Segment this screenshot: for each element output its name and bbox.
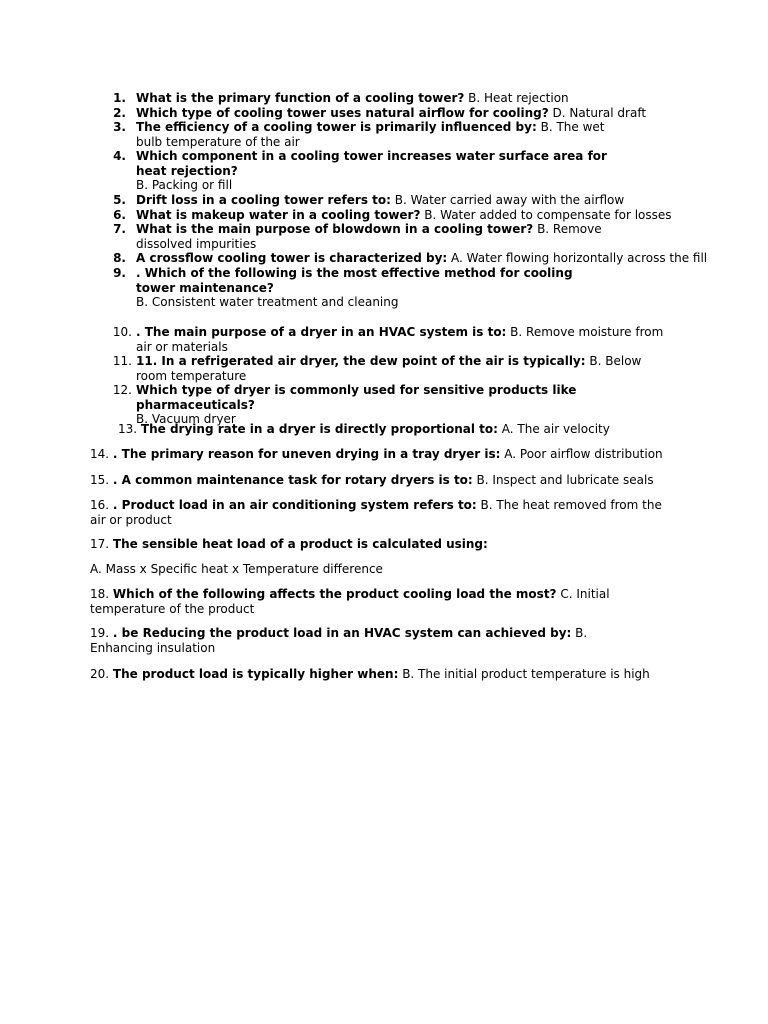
question-text: The efficiency of a cooling tower is primarily influenced by: bbox=[136, 120, 537, 134]
item-number: 1. bbox=[113, 91, 126, 105]
list-item bbox=[90, 626, 650, 655]
question-text: Which type of dryer is commonly used for sensitive products like pharmaceuticals? bbox=[136, 383, 577, 412]
item-number: 6. bbox=[113, 208, 126, 222]
question-text: . A common maintenance task for rotary dryers is to: bbox=[112, 473, 473, 487]
answer-text: B. Remove dissolved impurities bbox=[136, 222, 602, 251]
question-text: Which of the following affects the product cooling load the most? bbox=[112, 587, 557, 601]
question-text: . The main purpose of a dryer in an HVAC system is to: bbox=[136, 325, 507, 339]
item-number: 11. bbox=[112, 354, 132, 368]
list-item bbox=[90, 473, 654, 488]
item-number: 2. bbox=[113, 106, 126, 120]
question-text: What is the main purpose of blowdown in a cooling tower? bbox=[136, 222, 534, 236]
list-item bbox=[90, 537, 488, 552]
answer-text: B. Water added to compensate for losses bbox=[420, 208, 672, 222]
item-number: 3. bbox=[113, 120, 126, 134]
answer-line bbox=[90, 562, 383, 577]
item-number: 5. bbox=[113, 193, 126, 207]
answer-text: B. Enhancing insulation bbox=[90, 626, 588, 655]
item-number: 19. bbox=[90, 626, 110, 640]
question-text: . Which of the following is the most effective method for cooling tower maintenance? bbox=[136, 266, 573, 295]
answer-text: A. Poor airflow distribution bbox=[500, 447, 663, 461]
item-number: 10. bbox=[112, 325, 132, 339]
answer-text: B. Inspect and lubricate seals bbox=[472, 473, 654, 487]
item-number: 16. bbox=[90, 498, 110, 512]
answer-text: B. Heat rejection bbox=[464, 91, 569, 105]
list-item bbox=[90, 587, 680, 616]
answer-text: B. Vacuum dryer bbox=[136, 412, 236, 426]
answer-text: A. The air velocity bbox=[497, 422, 610, 436]
item-number: 13. bbox=[118, 422, 138, 436]
question-text: . be Reducing the product load in an HVAC system can achieved by: bbox=[112, 626, 572, 640]
answer-text: B. Packing or fill bbox=[136, 178, 233, 192]
item-number: 12. bbox=[112, 383, 132, 397]
answer-text: B. The heat removed from the air or product bbox=[90, 498, 662, 527]
list-item bbox=[90, 498, 680, 527]
answer-text: A. Mass x Specific heat x Temperature difference bbox=[90, 562, 383, 576]
question-text: The sensible heat load of a product is calculated using: bbox=[112, 537, 488, 551]
question-text: . Product load in an air conditioning system refers to: bbox=[112, 498, 477, 512]
item-number: 4. bbox=[113, 149, 126, 163]
answer-text: C. Initial temperature of the product bbox=[90, 587, 610, 616]
item-number: 17. bbox=[90, 537, 110, 551]
item-number: 9. bbox=[113, 266, 126, 280]
question-text: . The primary reason for uneven drying in a tray dryer is: bbox=[112, 447, 501, 461]
item-number: 18. bbox=[90, 587, 110, 601]
item-number: 7. bbox=[113, 222, 126, 236]
question-text: Drift loss in a cooling tower refers to: bbox=[136, 193, 391, 207]
question-text: Which component in a cooling tower increases water surface area for heat rejection? bbox=[136, 149, 607, 178]
question-text: The drying rate in a dryer is directly proportional to: bbox=[140, 422, 498, 436]
question-text: What is makeup water in a cooling tower? bbox=[136, 208, 421, 222]
list-item bbox=[90, 667, 650, 682]
question-text: A crossflow cooling tower is characterized by: bbox=[136, 251, 448, 265]
answer-text: D. Natural draft bbox=[548, 106, 647, 120]
item-number: 14. bbox=[90, 447, 110, 461]
item-number: 8. bbox=[113, 251, 126, 265]
answer-text: B. Remove moisture from air or materials bbox=[136, 325, 664, 354]
answer-text: B. Water carried away with the airflow bbox=[390, 193, 625, 207]
question-text: 11. In a refrigerated air dryer, the dew point of the air is typically: bbox=[136, 354, 586, 368]
question-text: Which type of cooling tower uses natural airflow for cooling? bbox=[136, 106, 549, 120]
answer-text: B. The wet bulb temperature of the air bbox=[136, 120, 605, 149]
answer-text: B. Consistent water treatment and cleaning bbox=[136, 295, 399, 309]
list-item bbox=[118, 422, 610, 437]
answer-text: B. Below room temperature bbox=[136, 354, 642, 383]
item-number: 15. bbox=[90, 473, 110, 487]
answer-text: A. Water flowing horizontally across the fill bbox=[447, 251, 708, 265]
question-text: The product load is typically higher when: bbox=[112, 667, 399, 681]
item-number: 20. bbox=[90, 667, 110, 681]
question-text: What is the primary function of a cooling tower? bbox=[136, 91, 465, 105]
answer-text: B. The initial product temperature is high bbox=[398, 667, 650, 681]
list-item bbox=[90, 447, 663, 462]
